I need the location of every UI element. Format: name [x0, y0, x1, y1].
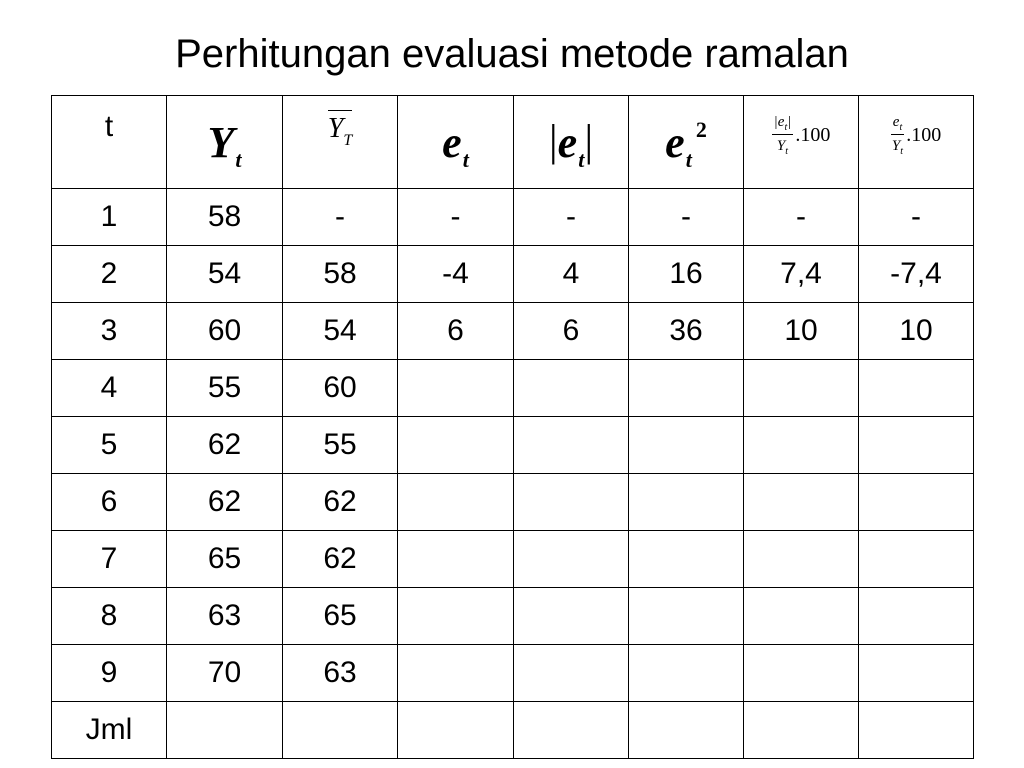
- cell-abs-et: [514, 645, 629, 702]
- cell-t: 6: [52, 474, 167, 531]
- header-pct: [859, 96, 974, 189]
- cell-abs-pct: [744, 588, 859, 645]
- header-ybar: [283, 96, 398, 189]
- cell-et-sq: [629, 474, 744, 531]
- cell-abs-pct: -: [744, 189, 859, 246]
- cell-abs-et: [514, 360, 629, 417]
- cell-yt: 63: [167, 588, 283, 645]
- header-abs-pct: [744, 96, 859, 189]
- cell-ybar: 58: [283, 246, 398, 303]
- cell-abs-pct: [744, 417, 859, 474]
- cell-yt: 55: [167, 360, 283, 417]
- cell-t: 1: [52, 189, 167, 246]
- cell-abs-pct: [744, 645, 859, 702]
- cell-ybar: 54: [283, 303, 398, 360]
- cell-yt: 62: [167, 417, 283, 474]
- cell-pct: -: [859, 189, 974, 246]
- cell-et: [398, 531, 514, 588]
- table-row: [52, 645, 974, 702]
- cell-t: 9: [52, 645, 167, 702]
- cell-et-sq: 36: [629, 303, 744, 360]
- cell-abs-et: [514, 702, 629, 759]
- table-row: [52, 702, 974, 759]
- table-body: [52, 189, 974, 759]
- cell-ybar: 55: [283, 417, 398, 474]
- cell-t: 2: [52, 246, 167, 303]
- cell-abs-et: [514, 588, 629, 645]
- cell-pct: -7,4: [859, 246, 974, 303]
- cell-et: [398, 417, 514, 474]
- cell-pct: [859, 360, 974, 417]
- cell-et-sq: [629, 531, 744, 588]
- table-row: [52, 588, 974, 645]
- cell-abs-pct: 7,4: [744, 246, 859, 303]
- table-row: [52, 246, 974, 303]
- cell-t: 8: [52, 588, 167, 645]
- header-yt: [167, 96, 283, 189]
- cell-yt: 65: [167, 531, 283, 588]
- cell-yt: 60: [167, 303, 283, 360]
- cell-ybar: -: [283, 189, 398, 246]
- cell-abs-pct: [744, 531, 859, 588]
- cell-ybar: 63: [283, 645, 398, 702]
- cell-et-sq: [629, 417, 744, 474]
- cell-pct: [859, 588, 974, 645]
- cell-t: 4: [52, 360, 167, 417]
- header-abs-et-formula: $|e_t|$: [548, 115, 594, 172]
- cell-yt: 54: [167, 246, 283, 303]
- cell-abs-et: 6: [514, 303, 629, 360]
- cell-abs-et: [514, 531, 629, 588]
- cell-abs-pct: [744, 702, 859, 759]
- cell-et-sq: [629, 360, 744, 417]
- header-pct-formula: $\frac{e_t}{Y_t}$ .100: [891, 114, 942, 157]
- cell-et-sq: [629, 645, 744, 702]
- cell-abs-pct: [744, 474, 859, 531]
- cell-et: -4: [398, 246, 514, 303]
- cell-et: [398, 645, 514, 702]
- cell-et: [398, 360, 514, 417]
- header-yt-formula: $Y_t$: [207, 117, 242, 172]
- table-row: [52, 531, 974, 588]
- header-et-sq: [629, 96, 744, 189]
- header-row: [52, 96, 974, 189]
- cell-yt: 58: [167, 189, 283, 246]
- header-et: [398, 96, 514, 189]
- cell-pct: [859, 474, 974, 531]
- cell-yt: [167, 702, 283, 759]
- table-row: [52, 303, 974, 360]
- cell-et-sq: [629, 588, 744, 645]
- cell-ybar: 65: [283, 588, 398, 645]
- cell-et-sq: -: [629, 189, 744, 246]
- cell-pct: [859, 645, 974, 702]
- cell-abs-et: [514, 417, 629, 474]
- cell-et: [398, 588, 514, 645]
- cell-yt: 62: [167, 474, 283, 531]
- cell-et: [398, 702, 514, 759]
- cell-abs-pct: 10: [744, 303, 859, 360]
- header-et-sq-formula: $e_t^2$: [665, 116, 707, 172]
- cell-t: Jml: [52, 702, 167, 759]
- cell-abs-et: -: [514, 189, 629, 246]
- table-row: [52, 360, 974, 417]
- cell-ybar: [283, 702, 398, 759]
- cell-et: 6: [398, 303, 514, 360]
- slide-title: Perhitungan evaluasi metode ramalan: [175, 32, 849, 76]
- cell-abs-pct: [744, 360, 859, 417]
- cell-yt: 70: [167, 645, 283, 702]
- cell-et: [398, 474, 514, 531]
- header-t: [52, 96, 167, 189]
- cell-pct: [859, 417, 974, 474]
- header-ybar-formula: $Y_T$: [328, 110, 352, 145]
- cell-abs-et: 4: [514, 246, 629, 303]
- table-row: [52, 474, 974, 531]
- cell-pct: [859, 531, 974, 588]
- evaluation-table: [51, 95, 974, 759]
- cell-ybar: 62: [283, 531, 398, 588]
- cell-et-sq: 16: [629, 246, 744, 303]
- table-row: [52, 417, 974, 474]
- cell-ybar: 62: [283, 474, 398, 531]
- cell-pct: 10: [859, 303, 974, 360]
- cell-ybar: 60: [283, 360, 398, 417]
- cell-t: 5: [52, 417, 167, 474]
- cell-pct: [859, 702, 974, 759]
- table-row: [52, 189, 974, 246]
- header-abs-pct-formula: $\frac{|e_t|}{Y_t}$ .100: [773, 114, 831, 157]
- cell-t: 7: [52, 531, 167, 588]
- header-et-formula: $e_t$: [442, 117, 469, 172]
- header-t-label: t: [104, 110, 114, 143]
- cell-t: 3: [52, 303, 167, 360]
- cell-et-sq: [629, 702, 744, 759]
- cell-abs-et: [514, 474, 629, 531]
- cell-et: -: [398, 189, 514, 246]
- header-abs-et: [514, 96, 629, 189]
